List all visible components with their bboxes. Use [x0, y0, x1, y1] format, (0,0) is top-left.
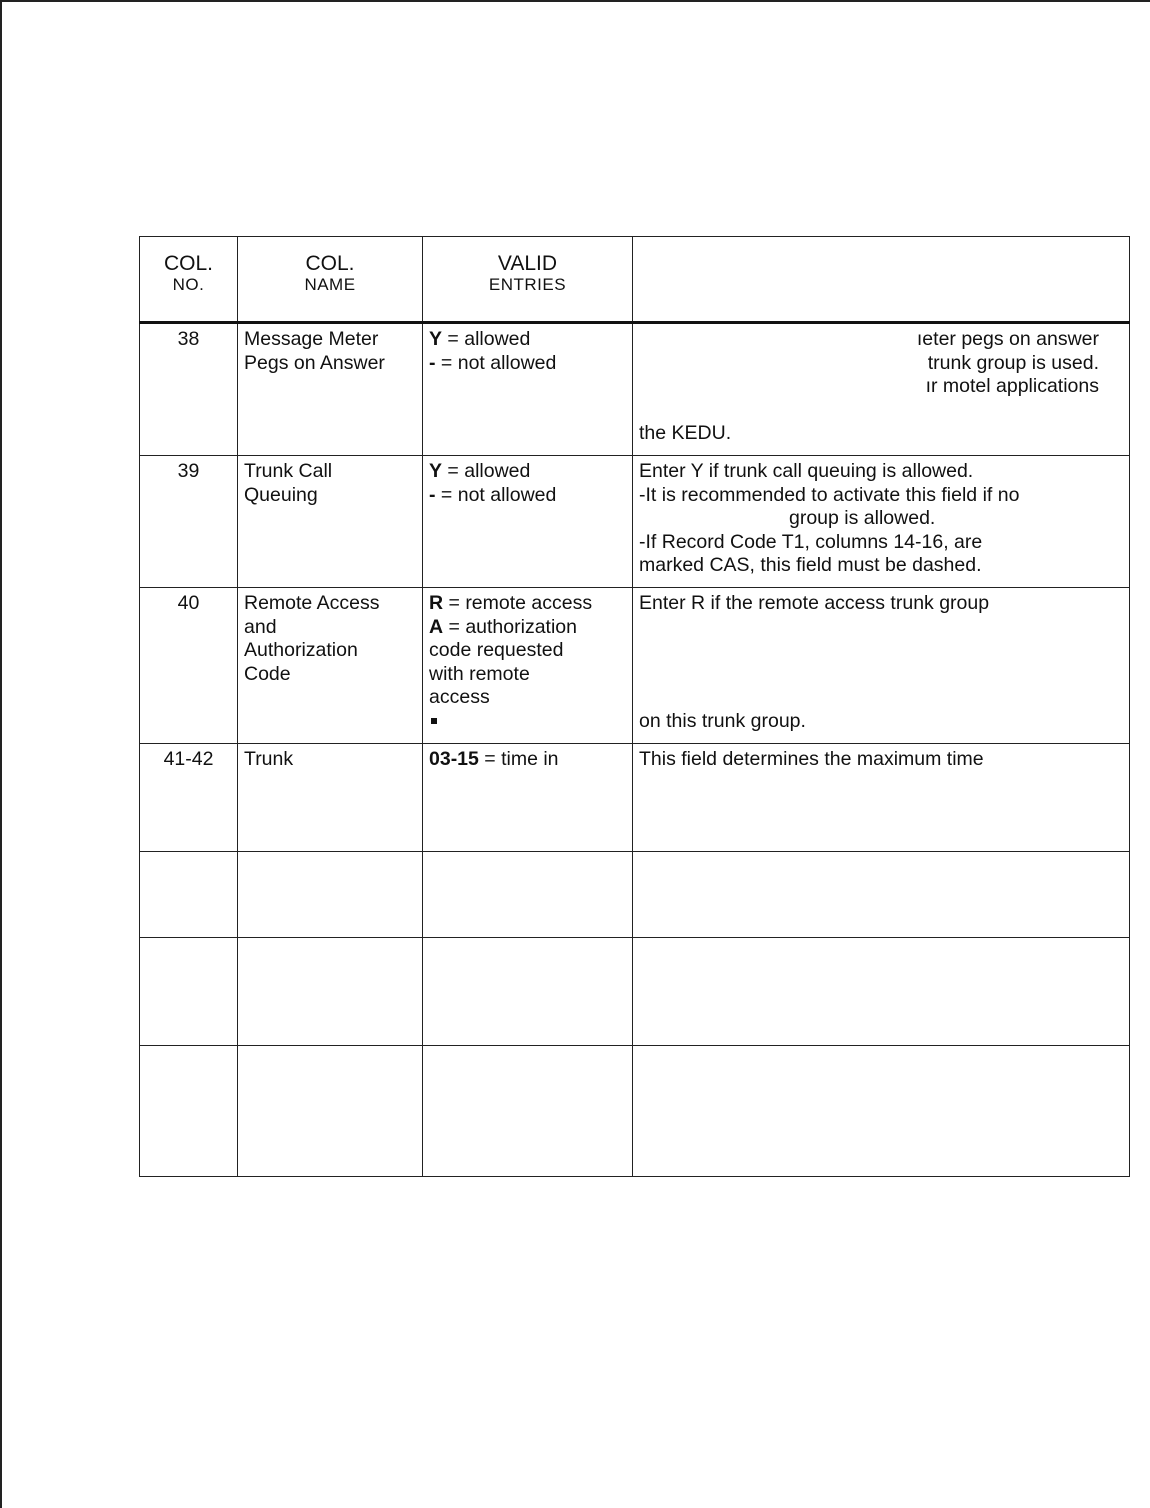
entry-code: -	[429, 483, 436, 506]
col-name-cell	[238, 588, 423, 744]
description-line: This field determines the maximum time	[639, 748, 984, 770]
entry-code: Y	[429, 460, 443, 482]
header-sub: ENTRIES	[488, 275, 567, 294]
table-row	[140, 323, 1130, 456]
header-main: COL.	[163, 252, 213, 275]
page-left-rule	[0, 0, 2, 1508]
header-col-no	[140, 237, 238, 323]
entry-code: A	[429, 615, 444, 638]
empty-cell	[633, 938, 1130, 1046]
name-line: Code	[244, 662, 291, 685]
col-no-cell: 40	[140, 588, 238, 744]
entry-text: = remote access	[443, 592, 593, 614]
empty-cell	[140, 938, 238, 1046]
header-col-name	[238, 237, 423, 323]
empty-cell	[423, 852, 633, 938]
entry-line	[429, 460, 626, 484]
description-cell	[633, 456, 1130, 588]
entry-code: R	[429, 592, 444, 614]
description-line: Enter R if the remote access trunk group	[639, 592, 990, 614]
description-blank-line	[639, 616, 1123, 640]
header-valid-entries	[423, 237, 633, 323]
entry-line	[429, 592, 626, 616]
table-row	[140, 588, 1130, 744]
table-header-row	[140, 237, 1130, 323]
description-blank-line	[639, 686, 1123, 710]
entry-line	[429, 710, 626, 734]
entry-text: = authorization	[443, 615, 577, 638]
entry-line	[429, 748, 626, 772]
entry-text: = not allowed	[435, 351, 557, 374]
bullet-mark	[431, 718, 437, 724]
entry-code: Y	[429, 328, 443, 350]
name-line: Trunk	[244, 748, 294, 770]
description-line: -It is recommended to activate this field if no	[639, 483, 1020, 506]
entry-text: = not allowed	[435, 483, 557, 506]
col-no-cell: 38	[140, 323, 238, 456]
entry-code: -	[429, 351, 436, 374]
col-no-cell: 41-42	[140, 744, 238, 852]
record-columns-table	[139, 236, 1130, 1177]
entry-line: access	[429, 686, 490, 708]
description-blank-line	[639, 399, 1123, 423]
name-line: Authorization	[244, 639, 358, 661]
description-line: group is allowed.	[789, 507, 936, 529]
entry-line	[429, 328, 626, 352]
empty-cell	[238, 1046, 423, 1177]
header-main: VALID	[497, 252, 558, 275]
description-line: ıeter pegs on answer	[916, 328, 1099, 350]
description-cell	[633, 323, 1130, 456]
description-blank-line	[639, 663, 1123, 687]
empty-table-row	[140, 1046, 1130, 1177]
empty-cell	[633, 1046, 1130, 1177]
empty-cell	[238, 852, 423, 938]
entry-line	[429, 616, 626, 640]
entry-line: code requested	[429, 639, 564, 661]
entry-text: = time in	[478, 748, 559, 770]
empty-table-row	[140, 852, 1130, 938]
col-no-cell: 39	[140, 456, 238, 588]
empty-cell	[140, 852, 238, 938]
table-row	[140, 456, 1130, 588]
valid-entries-cell	[423, 323, 633, 456]
entry-text: = allowed	[442, 460, 531, 482]
empty-cell	[633, 852, 1130, 938]
empty-table-row	[140, 938, 1130, 1046]
description-line: Enter Y if trunk call queuing is allowed.	[639, 460, 974, 482]
header-description	[633, 237, 1130, 323]
header-sub: NAME	[304, 275, 356, 294]
empty-cell	[423, 938, 633, 1046]
col-name-cell	[238, 744, 423, 852]
entry-line	[429, 484, 626, 508]
description-line: ır motel applications	[925, 375, 1099, 397]
table-row	[140, 744, 1130, 852]
name-line: Pegs on Answer	[244, 351, 385, 374]
entry-line: with remote	[429, 662, 530, 685]
entry-code: 03-15	[429, 748, 479, 770]
name-line: Remote Access	[244, 592, 380, 614]
name-line: and	[244, 615, 277, 638]
col-name-cell	[238, 323, 423, 456]
name-line: Queuing	[244, 483, 318, 506]
description-line: marked CAS, this field must be dashed.	[639, 554, 982, 576]
valid-entries-cell	[423, 744, 633, 852]
col-name-cell	[238, 456, 423, 588]
description-blank-line	[639, 639, 1123, 663]
entry-line	[429, 352, 626, 376]
description-line: -If Record Code T1, columns 14-16, are	[639, 530, 983, 553]
description-line: trunk group is used.	[927, 351, 1099, 374]
header-main: COL.	[305, 252, 355, 275]
empty-cell	[140, 1046, 238, 1177]
description-cell	[633, 588, 1130, 744]
valid-entries-cell	[423, 588, 633, 744]
description-line: the KEDU.	[639, 422, 732, 444]
empty-cell	[238, 938, 423, 1046]
description-cell	[633, 744, 1130, 852]
name-line: Message Meter	[244, 328, 379, 350]
header-sub: NO.	[172, 275, 205, 294]
entry-text: = allowed	[442, 328, 531, 350]
empty-cell	[423, 1046, 633, 1177]
valid-entries-cell	[423, 456, 633, 588]
name-line: Trunk Call	[244, 460, 333, 482]
description-line: on this trunk group.	[639, 709, 806, 732]
page-top-rule	[0, 0, 1150, 2]
